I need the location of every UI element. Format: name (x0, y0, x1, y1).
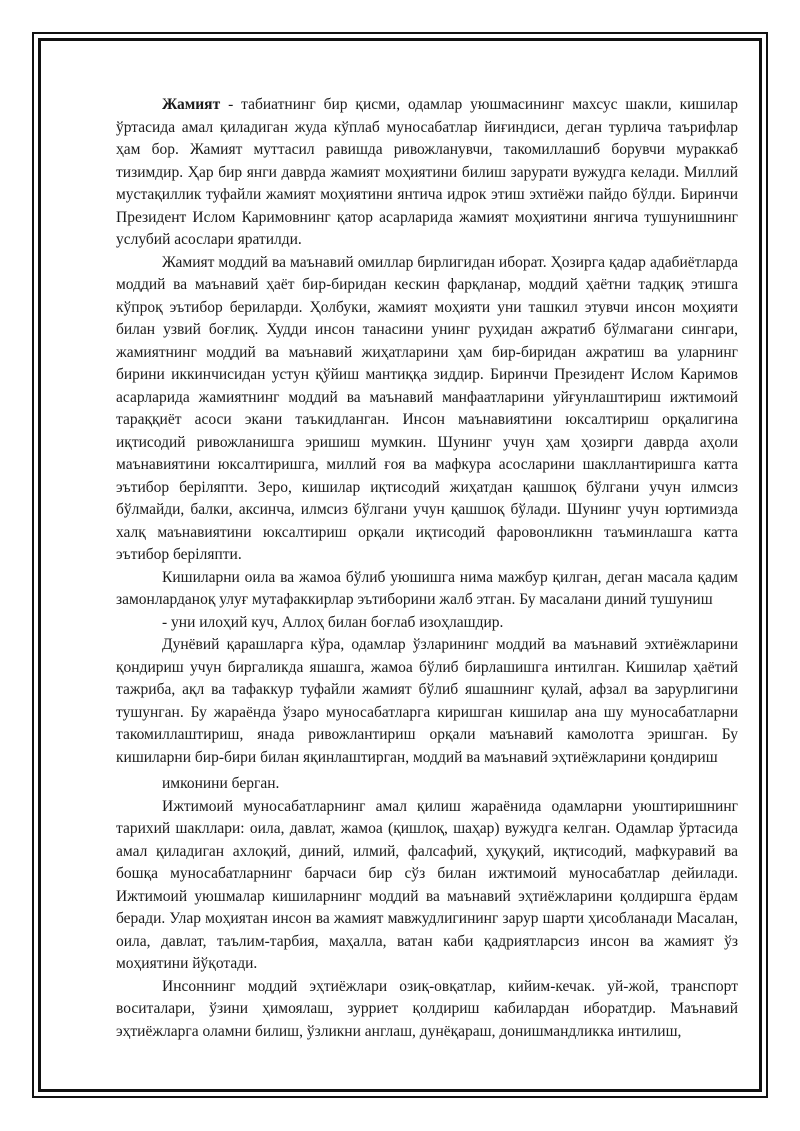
paragraph-8: Инсоннинг моддий эҳтиёжлари озиқ-овқатлар, кийим-кечак. уй-жой, транспорт воситалари, ўзини ҳимоялаш, зурриет қолдириш кабилардан иборатдир. Маънавий эҳтиёжларга оламни билиш, ўзликни англаш, дунёқараш, донишмандликка интилиш, (116, 977, 738, 1040)
paragraph-7: Ижтимоий муносабатларнинг амал қилиш жараёнида одамларни уюштиришнинг тарихий шакллари: оила, давлат, жамоа (қишлоқ, шаҳар) вужудга келган. Одамлар ўртасида амал қиладиган ахлоқий, диний, илмий, фалсафий, ҳуқуқий, иқтисодий, мафкуравий ва бошқа муносабатларнинг барчаси бир сўз билан ижтимоий муносабатлар дейилади. Ижтимоий уюшмалар кишиларнинг моддий ва маънавий эҳтиёжларини қолдиршга ёрдам беради. Улар моҳиятан инсон ва жамият мавжудлигининг зарур шарти ҳисобланади Масалан, оила, давлат, таълим-тарбия, маҳалла, ватан каби қадриятларсиз инсон ва жамият ўз моҳиятини йўқотади. (116, 797, 738, 972)
paragraph-text: - табиатнинг бир қисми, одамлар уюшмасининг махсус шакли, кишилар ўртасида амал қиладиган жуда кўплаб муносабатлар йиғиндиси, деган турлича таърифлар ҳам бор. Жамият муттасил равишда ривожланувчи, такомиллашиб борувчи мураккаб тизимдир. Ҳар бир янги даврда жамият моҳиятини билиш зарурати вужудга келади. Миллий мустақиллик туфайли жамият моҳиятини янтича идрок этиш эхтиёжи пайдо бўлди. Биринчи Президент Ислом Каримовнинг қатор асарларида жамият моҳиятини янгича тушунишнинг услубий асослари яратилди. (116, 96, 738, 248)
paragraph-5: Дунёвий қарашларга кўра, одамлар ўзларининг моддий ва маънавий эхтиёжларини қондириш учун биргаликда яшашга, жамоа бўлиб бирлашишга интилган. Кишилар ҳаётий тажриба, ақл ва тафаккур туфайли жамият бўлиб яшашнинг қулай, афзал ва зарурлигини тушунган. Бу жараёнда ўзаро муносабатларга киришган кишилар ана шу муносабатларни такомиллаштириш, янада ривожлантириш орқали маънавий камолотга эришган. Бу кишиларни бир-бири билан яқинлаштирган, моддий ва маънавий эҳтиёжларини қондириш (116, 636, 738, 766)
term-heading: Жамият (162, 96, 221, 113)
paragraph-3: Кишиларни оила ва жамоа бўлиб уюшишга нима мажбур қилган, деган масала қадим замонларданоқ улуғ мутафаккирлар эътиборини жалб этган. Бу масалани диний тушуниш (116, 568, 738, 608)
paragraph-2: Жамият моддий ва маънавий омиллар бирлигидан иборат. Ҳозирга қадар адабиётларда моддий ва маънавий ҳаёт бир-биридан кескин фарқланар, моддий ҳаётни тадқиқ этишга кўпроқ эътибор бериларди. Ҳолбуки, жамият моҳияти уни ташкил этувчи инсон моҳияти билан узвий боғлиқ. Худди инсон танасини унинг руҳидан ажратиб бўлмагани сингари, жамиятнинг моддий ва маънавий жиҳатларини ҳам бир-биридан ажратиш ва уларнинг бирини иккинчисидан устун қўйиш мантиққа зиддир. Биринчи Президент Ислом Каримов асарларида жамиятнинг моддий ва маънавий манфаатларини уйғунлаштириш ижтимоий тараққиёт асоси экани таъкидланган. Инсон маънавиятини юксалтириш орқалигина иқтисодий ривожланишга эришиш мумкин. Шунинг учун ҳам ҳозирги даврда аҳоли маънавиятини юксалтиришга, миллий ғоя ва мафкура асосларини шакллантиришга катта эътибор беріляпти. Зеро, кишилар иқтисодий жиҳатдан қашшоқ бўлгани учун илмсиз бўлмайди, балки, аксинча, илмсиз бўлгани учун қашшоқ бўлади. Шунинг учун юртимизда халқ маънавиятини юксалтириш орқали иқтисодий фаровонликнн таъминлашга катта эътибор беріляпти. (116, 253, 738, 563)
paragraph-1 (116, 94, 738, 252)
document-body (116, 94, 738, 1043)
paragraph-4: - уни илоҳий куч, Аллоҳ билан боғлаб изоҳлашдир. (162, 613, 504, 631)
paragraph-6: имконини берган. (162, 775, 280, 792)
